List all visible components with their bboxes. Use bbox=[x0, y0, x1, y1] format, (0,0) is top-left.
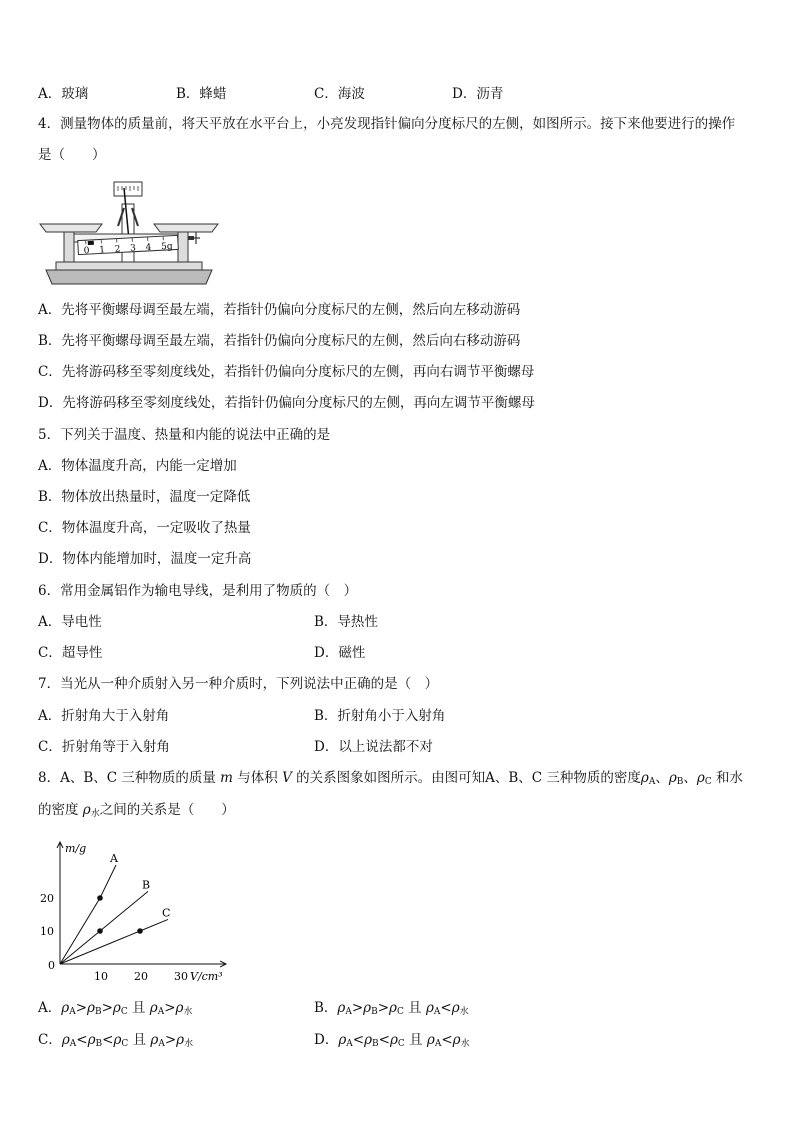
origin-label: 0 bbox=[48, 959, 55, 972]
q7-option-d[interactable]: D．以上说法都不对 bbox=[314, 739, 433, 755]
scale-tick-label: 5g bbox=[160, 241, 173, 253]
q8-option-b[interactable]: B．$\rho_A>\rho_B>\rho_C$ 且 $\rho_A<\rho_水$ bbox=[314, 1000, 469, 1017]
q5-stem: 5．下列关于温度、热量和内能的说法中正确的是 bbox=[38, 427, 331, 443]
balance-base bbox=[46, 270, 212, 284]
y-axis-label: m/g bbox=[65, 842, 87, 855]
q3-option-b[interactable]: B．蜂蜡 bbox=[176, 86, 227, 102]
x-tick-label: 10 bbox=[94, 970, 108, 983]
q6-option-a[interactable]: A．导电性 bbox=[38, 614, 102, 630]
q7-option-c[interactable]: C．折射角等于入射角 bbox=[38, 739, 170, 755]
data-point-a bbox=[97, 895, 103, 901]
q8-stem-line1: 8．A、B、C 三种物质的质量 m 与体积 V 的关系图象如图所示。由图可知A、B、C 三种物质的密度$\rho_A$、$\rho_B$、$\rho_C$ 和水 bbox=[38, 770, 744, 787]
q8-stem-line2: 的密度 $\rho_水$之间的关系是（ ） bbox=[38, 802, 235, 819]
q6-option-c[interactable]: C．超导性 bbox=[38, 645, 103, 661]
y-tick-label: 10 bbox=[40, 925, 54, 938]
y-tick-label: 20 bbox=[40, 892, 54, 905]
q5-option-b[interactable]: B．物体放出热量时，温度一定降低 bbox=[38, 489, 251, 505]
q4-option-d[interactable]: D．先将游码移至零刻度线处，若指针仍偏向分度标尺的左侧，再向左调节平衡螺母 bbox=[38, 395, 535, 411]
q7-option-b[interactable]: B．折射角小于入射角 bbox=[314, 708, 446, 724]
q8-option-a[interactable]: A．$\rho_A>\rho_B>\rho_C$ 且 $\rho_A>\rho_水$ bbox=[38, 1000, 193, 1017]
series-line-b bbox=[60, 891, 148, 964]
data-point-b bbox=[97, 928, 103, 934]
q8-option-d[interactable]: D．$\rho_A<\rho_B<\rho_C$ 且 $\rho_A<\rho_水$ bbox=[314, 1032, 470, 1049]
q5-option-c[interactable]: C．物体温度升高，一定吸收了热量 bbox=[38, 520, 251, 536]
q3-option-d[interactable]: D．沥青 bbox=[452, 86, 504, 102]
q5-option-a[interactable]: A．物体温度升高，内能一定增加 bbox=[38, 458, 237, 474]
right-pan bbox=[154, 224, 218, 232]
x-tick-label: 30 bbox=[174, 970, 188, 983]
q6-stem: 6．常用金属铝作为输电导线，是利用了物质的（ ） bbox=[38, 583, 358, 599]
scale-tick-label: 0 bbox=[83, 246, 90, 257]
scale-tick-label: 4 bbox=[145, 242, 152, 254]
data-point-c bbox=[137, 928, 143, 934]
series-line-a bbox=[60, 865, 116, 964]
q3-option-a[interactable]: A．玻璃 bbox=[38, 86, 89, 102]
q6-option-b[interactable]: B．导热性 bbox=[314, 614, 378, 630]
series-line-c bbox=[60, 919, 168, 964]
scale-tick-label: 2 bbox=[114, 244, 121, 255]
q5-option-d[interactable]: D．物体内能增加时，温度一定升高 bbox=[38, 551, 252, 567]
left-pan bbox=[40, 224, 102, 232]
scale-tick-label: 1 bbox=[98, 245, 106, 256]
q6-option-d[interactable]: D．磁性 bbox=[314, 645, 366, 661]
series-label-c: C bbox=[162, 906, 171, 920]
q8-m-v-chart bbox=[38, 836, 238, 986]
x-axis-label: V/cm³ bbox=[190, 970, 223, 983]
q7-option-a[interactable]: A．折射角大于入射角 bbox=[38, 708, 170, 724]
scale-tick-label: 3 bbox=[129, 243, 137, 254]
q4-option-a[interactable]: A．先将平衡螺母调至最左端，若指针仍偏向分度标尺的左侧，然后向左移动游码 bbox=[38, 302, 521, 318]
q4-option-b[interactable]: B．先将平衡螺母调至最左端，若指针仍偏向分度标尺的左侧，然后向右移动游码 bbox=[38, 333, 521, 349]
q8-option-c[interactable]: C．$\rho_A<\rho_B<\rho_C$ 且 $\rho_A>\rho_水$ bbox=[38, 1032, 194, 1049]
q3-option-c[interactable]: C．海波 bbox=[314, 86, 365, 102]
series-label-a: A bbox=[110, 852, 118, 865]
balance-figure bbox=[38, 178, 220, 290]
q4-option-c[interactable]: C．先将游码移至零刻度线处，若指针仍偏向分度标尺的左侧，再向右调节平衡螺母 bbox=[38, 364, 535, 380]
q4-stem-line2: 是（ ） bbox=[38, 147, 106, 163]
x-tick-label: 20 bbox=[134, 970, 148, 983]
rider bbox=[88, 241, 94, 245]
q7-stem: 7．当光从一种介质射入另一种介质时，下列说法中正确的是（ ） bbox=[38, 676, 439, 692]
q4-stem-line1: 4．测量物体的质量前，将天平放在水平台上，小亮发现指针偏向分度标尺的左侧，如图所示。接下来他要进行的操作 bbox=[38, 116, 736, 132]
balance-base-top bbox=[56, 262, 202, 270]
series-label-b: B bbox=[142, 878, 151, 892]
